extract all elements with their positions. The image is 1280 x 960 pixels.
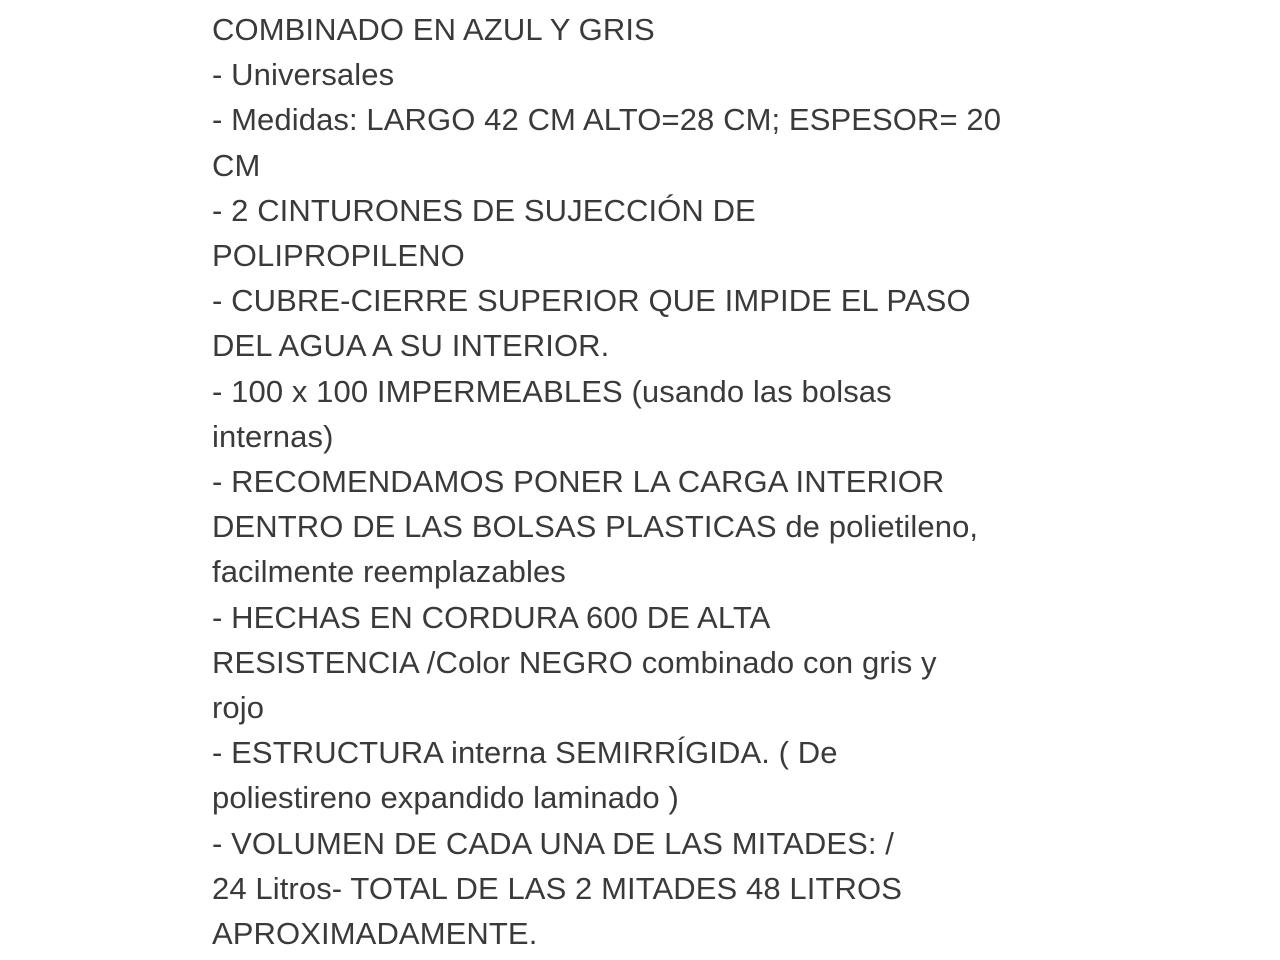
description-line: - Medidas: LARGO 42 CM ALTO=28 CM; ESPESOR= 20	[212, 102, 1002, 138]
description-line: - CUBRE-CIERRE SUPERIOR QUE IMPIDE EL PASO	[212, 283, 971, 319]
description-line: - ESTRUCTURA interna SEMIRRÍGIDA. ( De	[212, 735, 838, 771]
description-line: - RECOMENDAMOS PONER LA CARGA INTERIOR	[212, 464, 945, 500]
product-description	[212, 7, 1092, 956]
description-line: facilmente reemplazables	[212, 554, 566, 590]
description-line: APROXIMADAMENTE.	[212, 916, 538, 952]
description-line: DENTRO DE LAS BOLSAS PLASTICAS de polietileno,	[212, 509, 979, 545]
description-line: 24 Litros- TOTAL DE LAS 2 MITADES 48 LITROS	[212, 870, 902, 906]
description-line: - Universales	[212, 57, 395, 93]
description-line: - VOLUMEN DE CADA UNA DE LAS MITADES: /	[212, 825, 895, 861]
description-line: POLIPROPILENO	[212, 238, 465, 274]
description-line: DEL AGUA A SU INTERIOR.	[212, 328, 610, 364]
description-line: CM	[212, 147, 261, 183]
description-line: - HECHAS EN CORDURA 600 DE ALTA	[212, 599, 771, 635]
description-line: rojo	[212, 690, 265, 726]
description-line: COMBINADO EN AZUL Y GRIS	[212, 12, 655, 47]
description-line: poliestireno expandido laminado )	[212, 780, 679, 816]
description-line: - 2 CINTURONES DE SUJECCIÓN DE	[212, 192, 756, 228]
description-line: RESISTENCIA /Color NEGRO combinado con gris y	[212, 644, 937, 680]
description-line: internas)	[212, 418, 334, 454]
description-line: - 100 x 100 IMPERMEABLES (usando las bolsas	[212, 373, 892, 409]
